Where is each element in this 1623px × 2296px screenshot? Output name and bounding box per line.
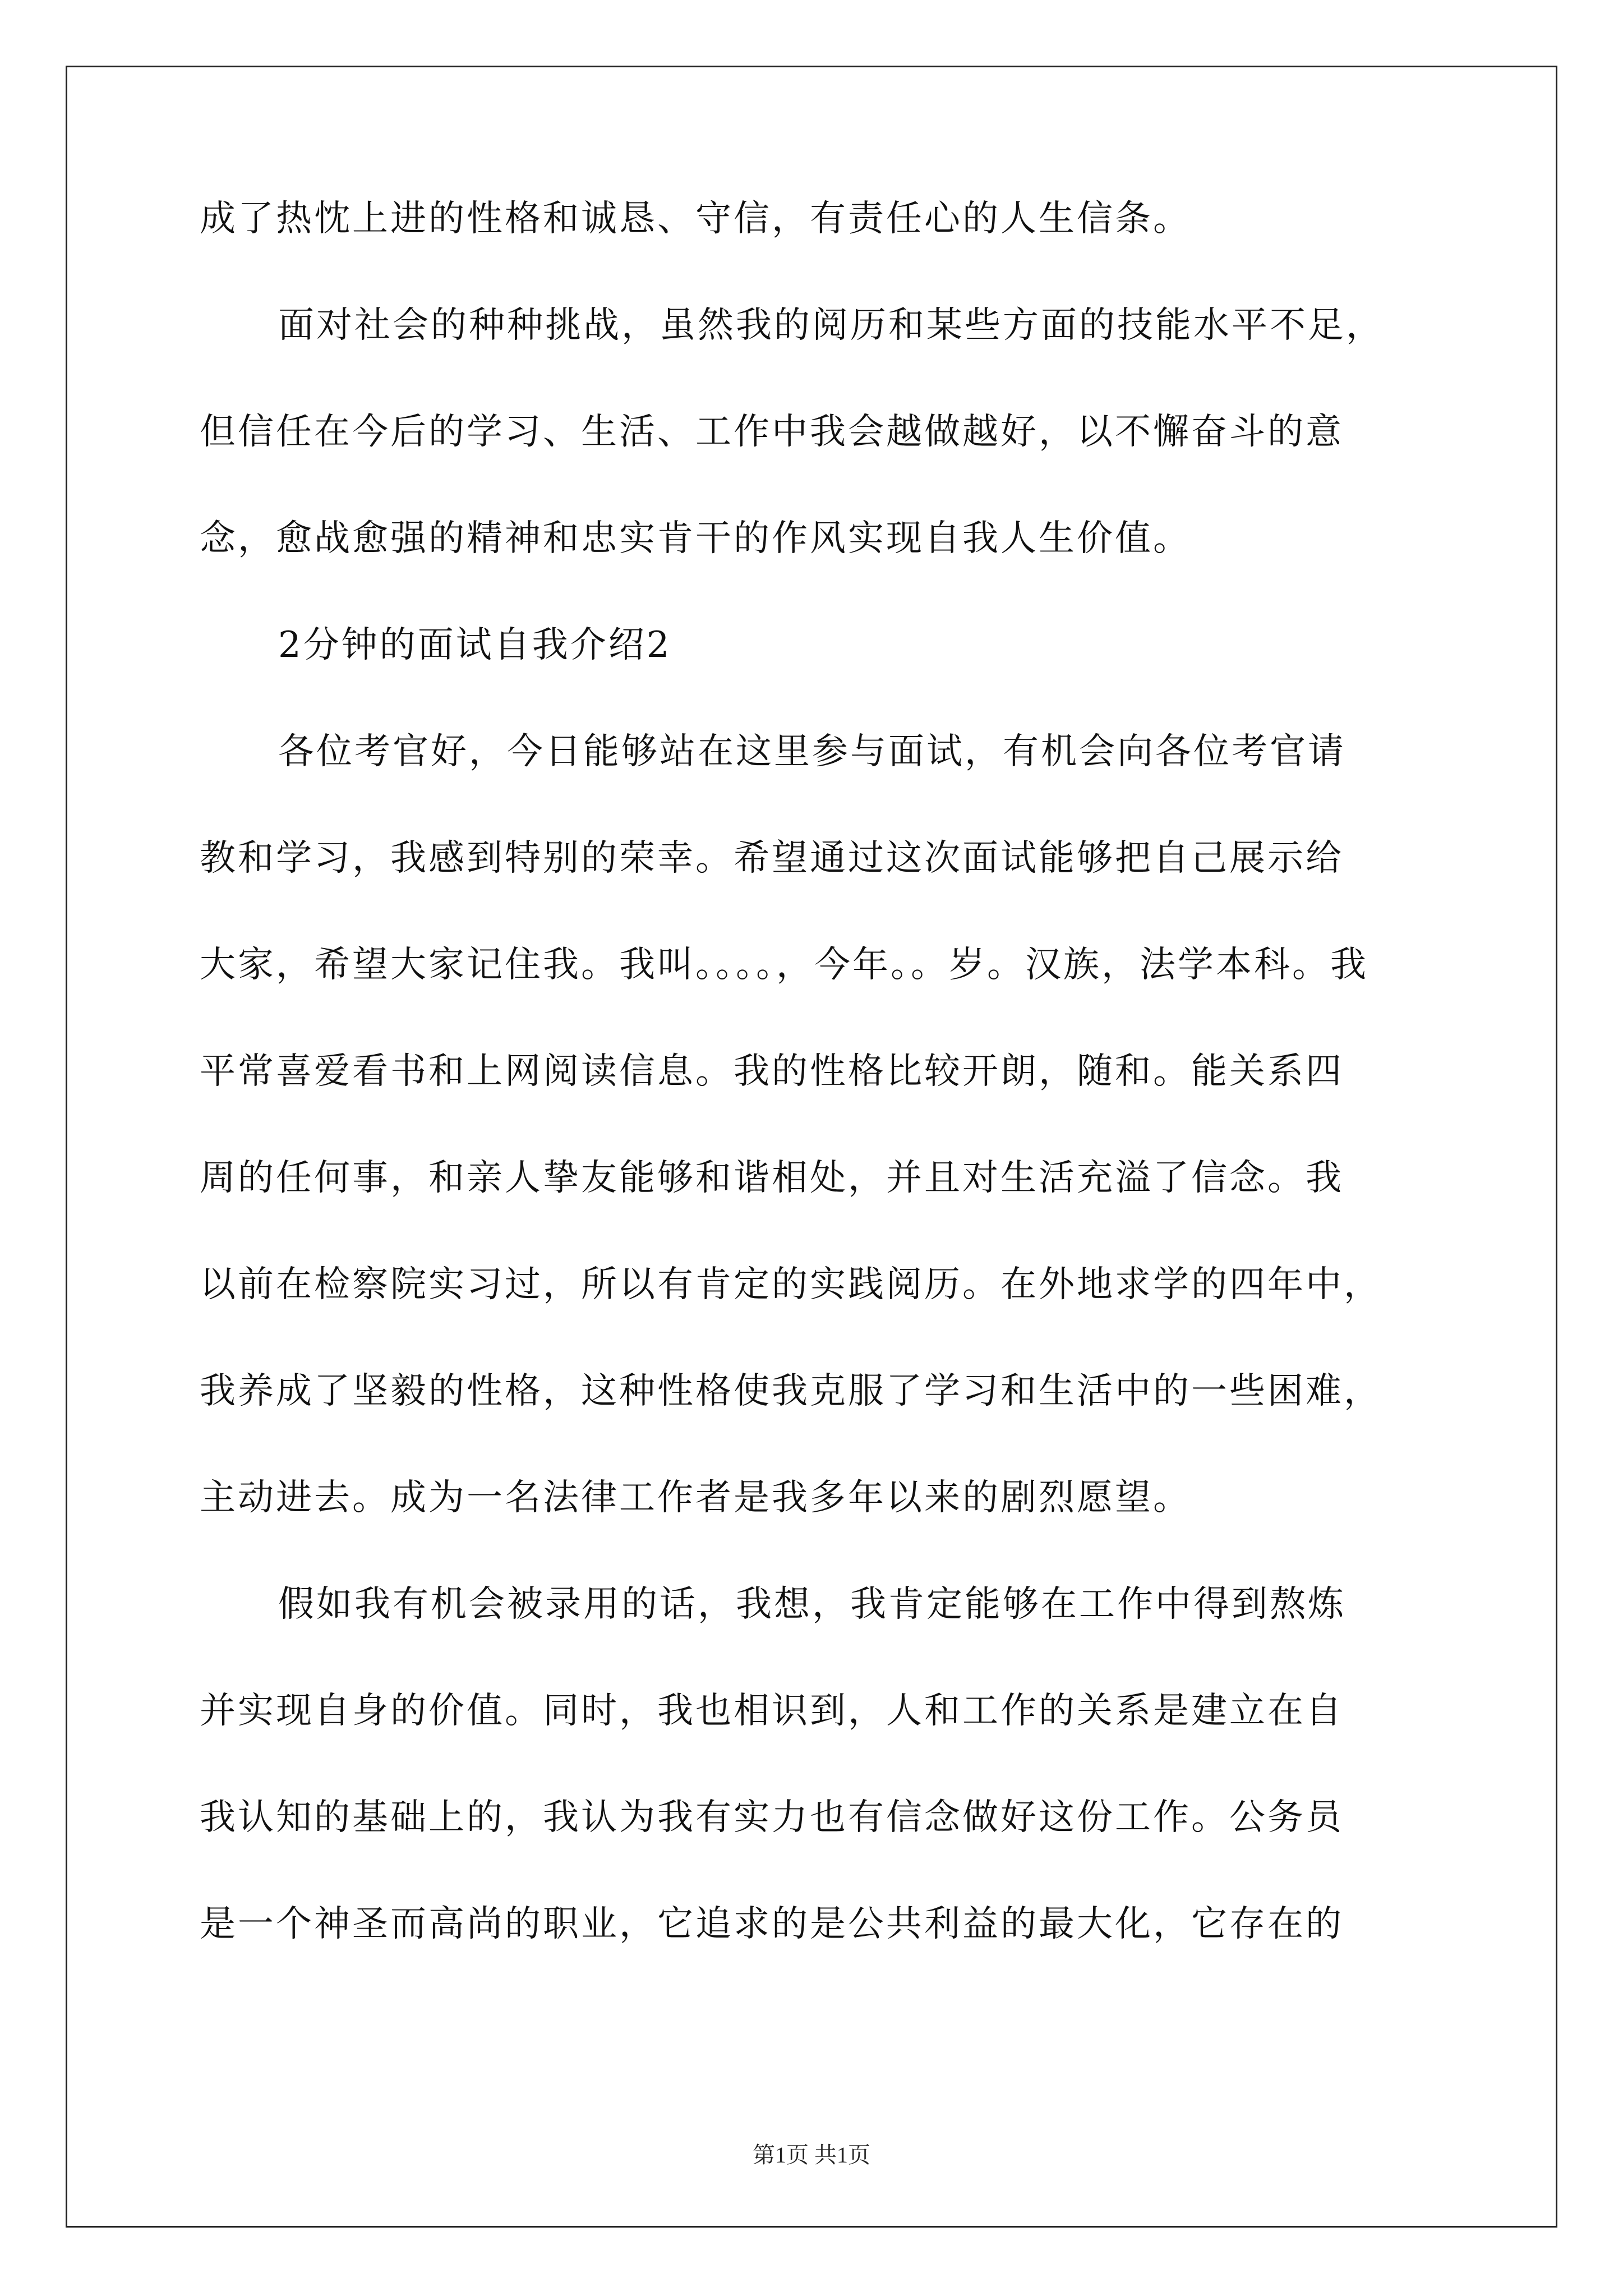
paragraph-line: 面对社会的种种挑战，虽然我的阅历和某些方面的技能水平不足，: [278, 305, 1384, 346]
paragraph-line: 我认知的基础上的，我认为我有实力也有信念做好这份工作。公务员: [200, 1797, 1344, 1838]
paragraph-line: 我养成了坚毅的性格，这种性格使我克服了学习和生活中的一些困难，: [200, 1370, 1382, 1412]
paragraph-line: 是一个神圣而高尚的职业，它追求的是公共利益的最大化，它存在的: [200, 1903, 1344, 1945]
paragraph-line: 教和学习，我感到特别的荣幸。希望通过这次面试能够把自己展示给: [200, 838, 1344, 879]
paragraph-line: 以前在检察院实习过，所以有肯定的实践阅历。在外地求学的四年中，: [200, 1264, 1382, 1305]
paragraph-line: 念，愈战愈强的精神和忠实肯干的作风实现自我人生价值。: [200, 518, 1191, 559]
paragraph-line: 并实现自身的价值。同时，我也相识到，人和工作的关系是建立在自: [200, 1690, 1344, 1732]
paragraph-line: 大家，希望大家记住我。我叫。。。。，今年。。岁。汉族，法学本科。我: [200, 944, 1368, 986]
section-heading: 2分钟的面试自我介绍2: [278, 624, 672, 666]
paragraph-line: 假如我有机会被录用的话，我想，我肯定能够在工作中得到熬炼: [278, 1584, 1346, 1625]
paragraph-line: 成了热忱上进的性格和诚恳、守信，有责任心的人生信条。: [200, 198, 1191, 240]
paragraph-line: 周的任何事，和亲人挚友能够和谐相处，并且对生活充溢了信念。我: [200, 1157, 1344, 1199]
paragraph-line: 但信任在今后的学习、生活、工作中我会越做越好，以不懈奋斗的意: [200, 411, 1344, 453]
paragraph-line: 主动进去。成为一名法律工作者是我多年以来的剧烈愿望。: [200, 1477, 1191, 1519]
paragraph-line: 各位考官好，今日能够站在这里参与面试，有机会向各位考官请: [278, 731, 1346, 772]
page-footer: 第1页 共1页: [753, 2142, 870, 2168]
paragraph-line: 平常喜爱看书和上网阅读信息。我的性格比较开朗，随和。能关系四: [200, 1051, 1344, 1092]
